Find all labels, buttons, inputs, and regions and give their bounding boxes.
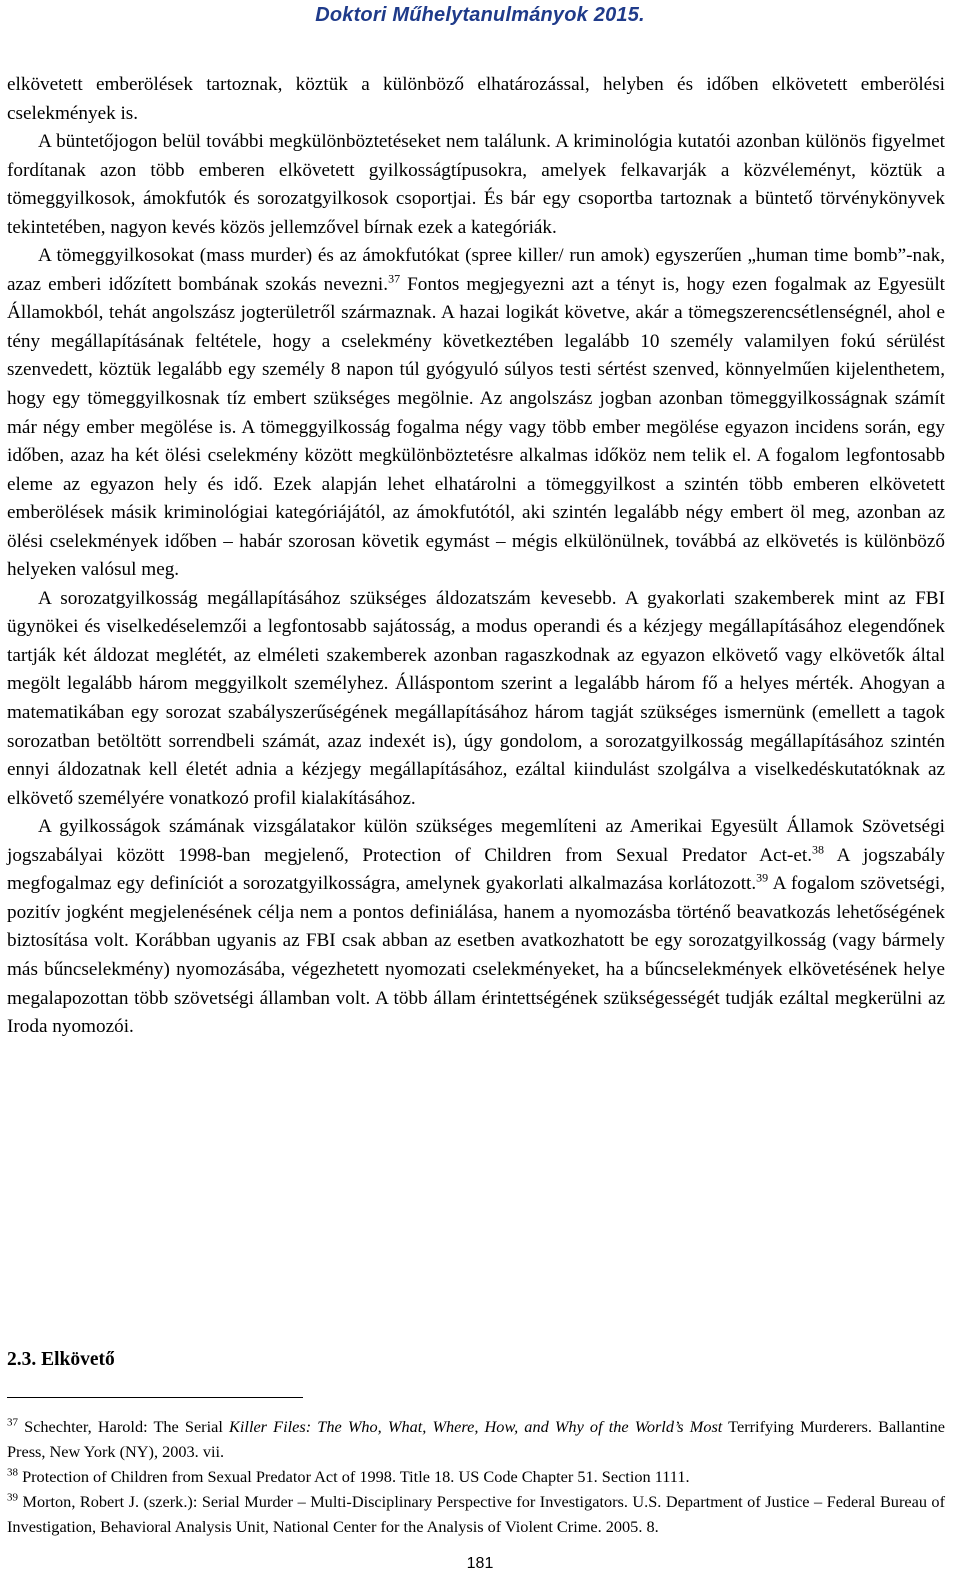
footnote-separator (7, 1397, 303, 1398)
section-heading: 2.3. Elkövető (7, 1349, 115, 1370)
paragraph-1: elkövetett emberölések tartoznak, köztük a különböző elhatározással, helyben és időben elkövetett emberölési cselekmények is. (7, 74, 945, 124)
paragraph-3: A tömeggyilkosokat (mass murder) és az ámokfutókat (spree killer/ run amok) egyszerűen „human time bomb”-nak, azaz emberi időzített bombának szokás nevezni.$^{37}$ Fontos megjegyezni azt a tényt is, hogy ezen fogalmak az Egyesült Államokból, tehát angolszász jogterületről származnak. A hazai logikát követve, akár a tömegszerencsétlenségnél, ahol e tény megállapításának feltétele, hogy a cselekmény következtében legalább 10 személy valamilyen fokú sérülést szenvedett, köztük legalább egy személy 8 napon túl gyógyuló súlyos testi sértést szenved, könnyelműen kijelenthetem, hogy egy tömeggyilkosnak tíz embert szükséges megölnie. Az angolszász jogban azonban tömeggyilkosságnak számít már négy ember megölése is. A tömeggyilkosság fogalma négy vagy több ember megölése egyazon incidens során, egy időben, azaz ha két ölési cselekmény között megkülönböztetésre alkalmas időköz nem telik el. A fogalom legfontosabb eleme az egyazon hely és idő. Ezek alapján lehet elhatárolni a tömeggyilkost a szintén több emberen elkövetett emberölések másik kriminológiai kategóriájától, az ámokfutótól, aki szintén legalább négy embert öl meg, azonban az ölési cselekmények időben – habár szorosan követik egymást – mégis elkülönülnek, továbbá az elkövetés is különböző helyeken valósul meg. (7, 245, 946, 581)
running-header: Doktori Műhelytanulmányok 2015. (315, 4, 645, 26)
page-number: 181 (466, 1555, 494, 1572)
footnotes (7, 1414, 945, 1539)
body-text (7, 71, 945, 1042)
footnote-37: $^{37}$ Schechter, Harold: The Serial Killer Files: The Who, What, Where, How, and Why of the World’s Most Terrifying Murderers. Ballantine Press, New York (NY), 2003. vii. (7, 1416, 946, 1461)
footnote-ref-39[interactable]: 39 (756, 870, 769, 885)
footnote-39: $^{39}$ Morton, Robert J. (szerk.): Serial Murder – Multi-Disciplinary Perspective for Investigators. U.S. Department of Justice – Federal Bureau of Investigation, Behavioral Analysis Unit, National Center for the Analysis of Violent Crime. 2005. 8. (7, 1491, 945, 1536)
paragraph-5: A gyilkosságok számának vizsgálatakor külön szükséges megemlíteni az Amerikai Egyesült Államok Szövetségi jogszabályai között 1998-ban megjelenő, Protection of Children from Sexual Predator Act-et.$^{38}$ A jogszabály megfogalmaz egy definíciót a sorozatgyilkosságra, amelynek gyakorlati alkalmazása korlátozott.$^{39}$ A fogalom szövetségi, pozitív jogként megjelenésének célja nem a pontos definiálása, hanem a nyomozásba történő beavatkozás lehetőségének biztosítása volt. Korábban ugyanis az FBI csak abban az esetben avatkozhatott be egy sorozatgyilkosság (vagy bármely más bűncselekmény) nyomozásába, végezhetett nyomozati cselekményeket, ha a bűncselekmények elkövetésének helye megalapozottan több szövetségi államban volt. A több állam érintettségének szükségességét tudják ezáltal megkerülni az Iroda nyomozói. (7, 816, 945, 1038)
footnote-38: $^{38}$ Protection of Children from Sexual Predator Act of 1998. Title 18. US Code Chapter 51. Section 1111. (7, 1466, 690, 1486)
footnote-ref-37[interactable]: 37 (388, 271, 401, 286)
footnote-ref-38[interactable]: 38 (812, 842, 825, 857)
paragraph-4: A sorozatgyilkosság megállapításához szükséges áldozatszám kevesebb. A gyakorlati szakemberek mint az FBI ügynökei és viselkedéselemzői a legfontosabb sajátosság, a modus operandi és a kézjegy megállapításához elegendőnek tartják két áldozat meglétét, az elméleti szakemberek azonban ragaszkodnak az egyazon elkövető vagy elkövetők által megölt legalább három meggyilkolt személyhez. Álláspontom szerint a legalább három fő a helyes mérték. Ahogyan a matematikában egy sorozat szabályszerűségének megállapításához három tagját szükséges ismernünk (emellett a tagok sorozatban betöltött sorrendbeli számát, azaz indexét is), úgy gondolom, a sorozatgyilkosság megállapításához szintén ennyi áldozatnak kell életét adnia a kézjegy megállapításához, ezáltal kiindulást szolgálva a viselkedéskutatóknak az elkövető személyére vonatkozó profil kialakításához. (7, 587, 945, 809)
paragraph-2: A büntetőjogon belül további megkülönböztetéseket nem találunk. A kriminológia kutatói azonban különös figyelmet fordítanak azon több emberen elkövetett gyilkosságtípusokra, amelyek felkavarják a közvéleményt, köztük a tömeggyilkosok, ámokfutók és sorozatgyilkosok csoportjai. És bár egy csoportba tartoznak a büntető törvénykönyvek tekintetében, nagyon kevés közös jellemzővel bírnak ezek a kategóriák. (7, 131, 945, 238)
